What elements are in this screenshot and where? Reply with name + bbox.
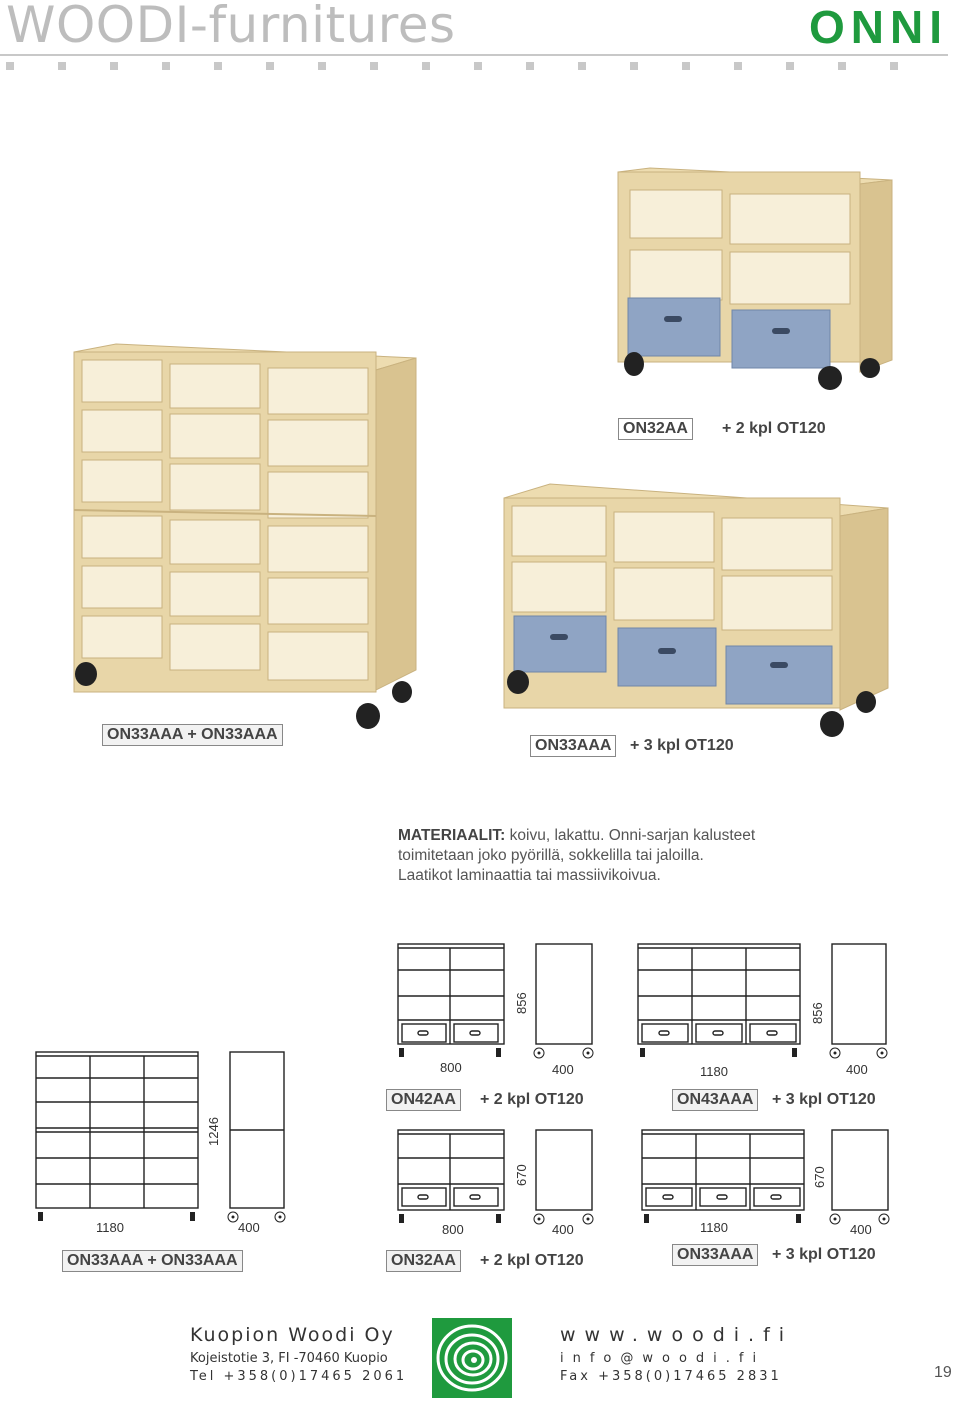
footer-tel: Tel +358(0)17465 2061 bbox=[190, 1369, 408, 1384]
dim-height-on33aaa-double: 1246 bbox=[206, 1117, 221, 1146]
dim-width-on33aaa: 1180 bbox=[700, 1220, 728, 1235]
header-dot bbox=[266, 62, 274, 70]
dim-height-on33aaa: 670 bbox=[812, 1166, 827, 1188]
dim-width-on42aa: 800 bbox=[440, 1060, 462, 1075]
dim-depth-on33aaa: 400 bbox=[850, 1222, 872, 1237]
dim-width-on32aa: 800 bbox=[442, 1222, 464, 1237]
materials-line-3: Laatikot laminaattia tai massiivikoivua. bbox=[398, 867, 661, 884]
header-dot bbox=[474, 62, 482, 70]
header-dot bbox=[682, 62, 690, 70]
product-suffix-on33aaa-drawing: + 3 kpl OT120 bbox=[772, 1246, 876, 1263]
product-image-on33aaa bbox=[500, 478, 900, 740]
dim-depth-on43aaa: 400 bbox=[846, 1062, 868, 1077]
footer-fax: Fax +358(0)17465 2831 bbox=[560, 1369, 782, 1384]
dim-height-on43aaa: 856 bbox=[810, 1002, 825, 1024]
header-dot-row bbox=[0, 62, 960, 72]
drawing-on32aa bbox=[390, 1126, 600, 1226]
drawing-on42aa bbox=[390, 940, 600, 1065]
footer-address: Kojeistotie 3, FI -70460 Kuopio bbox=[190, 1351, 388, 1366]
product-code-on32aa-drawing: ON32AA bbox=[386, 1250, 461, 1272]
product-code-on33aaa-double: ON33AAA + ON33AAA bbox=[102, 724, 283, 746]
product-image-on33aaa-double bbox=[66, 340, 426, 735]
dim-width-on33aaa-double: 1180 bbox=[96, 1220, 124, 1235]
product-image-on32aa bbox=[600, 160, 900, 390]
series-title: ONNI bbox=[809, 1, 948, 53]
product-code-on32aa: ON32AA bbox=[618, 418, 693, 440]
product-code-on43aaa: ON43AAA bbox=[672, 1089, 758, 1111]
header-dot bbox=[162, 62, 170, 70]
product-code-on42aa: ON42AA bbox=[386, 1089, 461, 1111]
product-code-on33aaa-double-drawing: ON33AAA + ON33AAA bbox=[62, 1250, 243, 1272]
header-dot bbox=[6, 62, 14, 70]
header-dot bbox=[58, 62, 66, 70]
page-number: 19 bbox=[934, 1364, 952, 1381]
header-dot bbox=[578, 62, 586, 70]
header-dot bbox=[838, 62, 846, 70]
dim-height-on32aa: 670 bbox=[514, 1164, 529, 1186]
woodi-logo-icon bbox=[432, 1318, 512, 1398]
header-dot bbox=[630, 62, 638, 70]
header-dot bbox=[422, 62, 430, 70]
materials-line-1: koivu, lakattu. Onni-sarjan kalusteet bbox=[509, 827, 756, 844]
product-suffix-on32aa: + 2 kpl OT120 bbox=[722, 420, 826, 437]
materials-label: MATERIAALIT: bbox=[398, 827, 506, 844]
dim-depth-on42aa: 400 bbox=[552, 1062, 574, 1077]
materials-line-2: toimitetaan joko pyörillä, sokkelilla tai jaloilla. bbox=[398, 847, 704, 864]
header-dot bbox=[734, 62, 742, 70]
header-dot bbox=[214, 62, 222, 70]
product-code-on33aaa-drawing: ON33AAA bbox=[672, 1244, 758, 1266]
footer-email-link[interactable]: info@woodi.fi bbox=[560, 1351, 766, 1366]
drawing-on43aaa bbox=[632, 940, 892, 1065]
dim-depth-on33aaa-double: 400 bbox=[238, 1220, 260, 1235]
product-suffix-on42aa: + 2 kpl OT120 bbox=[480, 1091, 584, 1108]
header-dot bbox=[786, 62, 794, 70]
footer-company: Kuopion Woodi Oy bbox=[190, 1324, 395, 1346]
header-dot bbox=[318, 62, 326, 70]
dim-depth-on32aa: 400 bbox=[552, 1222, 574, 1237]
drawing-on33aaa-double bbox=[30, 1048, 300, 1228]
dim-height-on42aa: 856 bbox=[514, 992, 529, 1014]
brand-title: WOODI-furnitures bbox=[6, 0, 456, 54]
header-divider bbox=[0, 54, 948, 56]
header-dot bbox=[110, 62, 118, 70]
product-suffix-on43aaa: + 3 kpl OT120 bbox=[772, 1091, 876, 1108]
product-code-on33aaa: ON33AAA bbox=[530, 735, 616, 757]
drawing-on33aaa bbox=[636, 1126, 896, 1226]
footer-web-link[interactable]: www.woodi.fi bbox=[560, 1324, 794, 1346]
product-suffix-on32aa-drawing: + 2 kpl OT120 bbox=[480, 1252, 584, 1269]
materials-text bbox=[398, 826, 838, 886]
product-suffix-on33aaa: + 3 kpl OT120 bbox=[630, 737, 734, 754]
header-dot bbox=[890, 62, 898, 70]
header-dot bbox=[526, 62, 534, 70]
header-dot bbox=[370, 62, 378, 70]
dim-width-on43aaa: 1180 bbox=[700, 1064, 728, 1079]
